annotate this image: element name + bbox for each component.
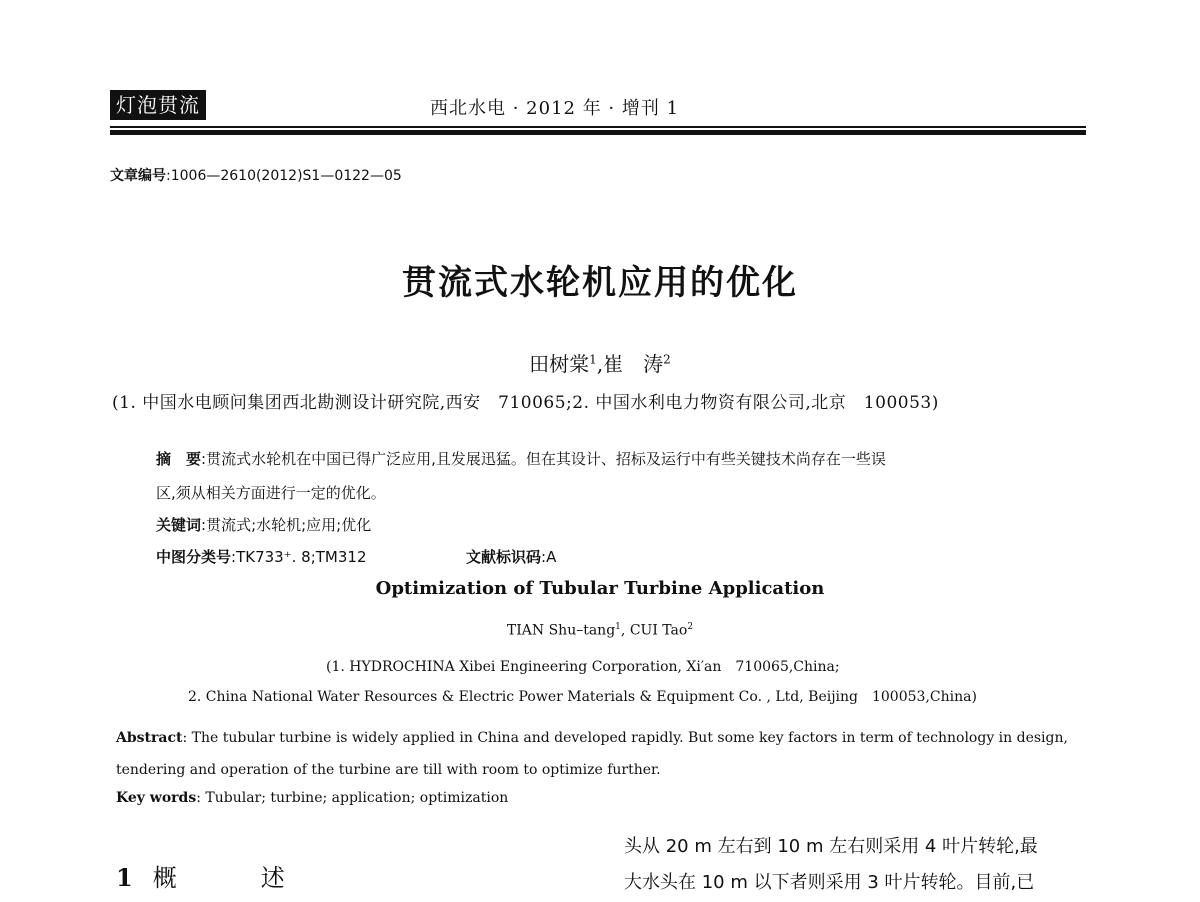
author-en-separator: , <box>620 622 630 639</box>
abstract-cn-line2: 区,须从相关方面进行一定的优化。 <box>156 484 386 502</box>
section-1-heading <box>116 858 315 893</box>
abstract-cn-line1 <box>156 448 886 469</box>
author-1-en: TIAN Shu–tang <box>506 622 616 639</box>
keywords-en <box>116 790 508 806</box>
classification-label: 中图分类号 <box>156 548 232 566</box>
author-1-cn: 田树棠 <box>529 352 590 376</box>
journal-header: 西北水电 · 2012 年 · 增刊 1 <box>430 98 680 119</box>
article-number <box>110 165 402 185</box>
author-1-en-sup: 1 <box>615 622 621 632</box>
header-rule-thin <box>110 126 1086 128</box>
header-rule-thick <box>110 130 1086 135</box>
author-2-cn: 崔 涛 <box>603 352 664 376</box>
article-number-value: :1006—2610(2012)S1—0122—05 <box>166 168 402 184</box>
author-1-sup: 1 <box>589 352 597 367</box>
abstract-en-text: : The tubular turbine is widely applied in China and developed rapidly. But some key factors in term of technology in design, tendering and operation of the turbine are till with room to optimize further. <box>116 730 1068 778</box>
author-2-sup: 2 <box>663 352 671 367</box>
keywords-cn-value: :贯流式;水轮机;应用;优化 <box>201 516 372 534</box>
document-code-value: :A <box>541 548 557 566</box>
keywords-en-value: : Tubular; turbine; application; optimization <box>196 790 509 806</box>
author-2-en: CUI Tao <box>629 622 688 639</box>
title-en: Optimization of Tubular Turbine Application <box>375 578 825 599</box>
section-1-number: 1 <box>116 863 133 892</box>
column2-line1: 头从 20 m 左右到 10 m 左右则采用 4 叶片转轮,最 <box>624 836 1038 857</box>
keywords-en-label: Key words <box>116 790 197 806</box>
document-code-label: 文献标识码 <box>466 548 542 566</box>
affiliations-cn: (1. 中国水电顾问集团西北勘测设计研究院,西安 710065;2. 中国水利电力物资有限公司,北京 100053) <box>112 393 939 413</box>
article-number-label: 文章编号 <box>110 168 166 184</box>
section-tag: 灯泡贯流 <box>110 90 206 120</box>
abstract-cn-text1: :贯流式水轮机在中国已得广泛应用,且发展迅猛。但在其设计、招标及运行中有些关键技术尚存在一些误 <box>201 450 886 468</box>
affiliation-en-1: (1. HYDROCHINA Xibei Engineering Corporation, Xi′an 710065,China; <box>326 659 840 675</box>
authors-en <box>0 622 1200 639</box>
abstract-en <box>116 722 1096 786</box>
keywords-cn-label: 关键词 <box>156 516 202 534</box>
authors-cn <box>0 348 1200 377</box>
author-separator: , <box>596 352 604 376</box>
column2-line2: 大水头在 10 m 以下者则采用 3 叶片转轮。目前,已 <box>624 872 1035 893</box>
title-cn: 贯流式水轮机应用的优化 <box>402 263 798 303</box>
document-code <box>466 546 556 567</box>
affiliation-en-2: 2. China National Water Resources & Electric Power Materials & Equipment Co. , Ltd, Beijing 100053,China) <box>188 689 977 705</box>
section-1-title: 概 述 <box>152 864 315 892</box>
abstract-cn-label: 摘 要 <box>156 450 202 468</box>
classification-value: :TK733⁺. 8;TM312 <box>231 548 367 566</box>
abstract-en-label: Abstract <box>116 730 183 746</box>
author-2-en-sup: 2 <box>687 622 694 632</box>
classification <box>156 546 366 567</box>
keywords-cn <box>156 514 371 535</box>
